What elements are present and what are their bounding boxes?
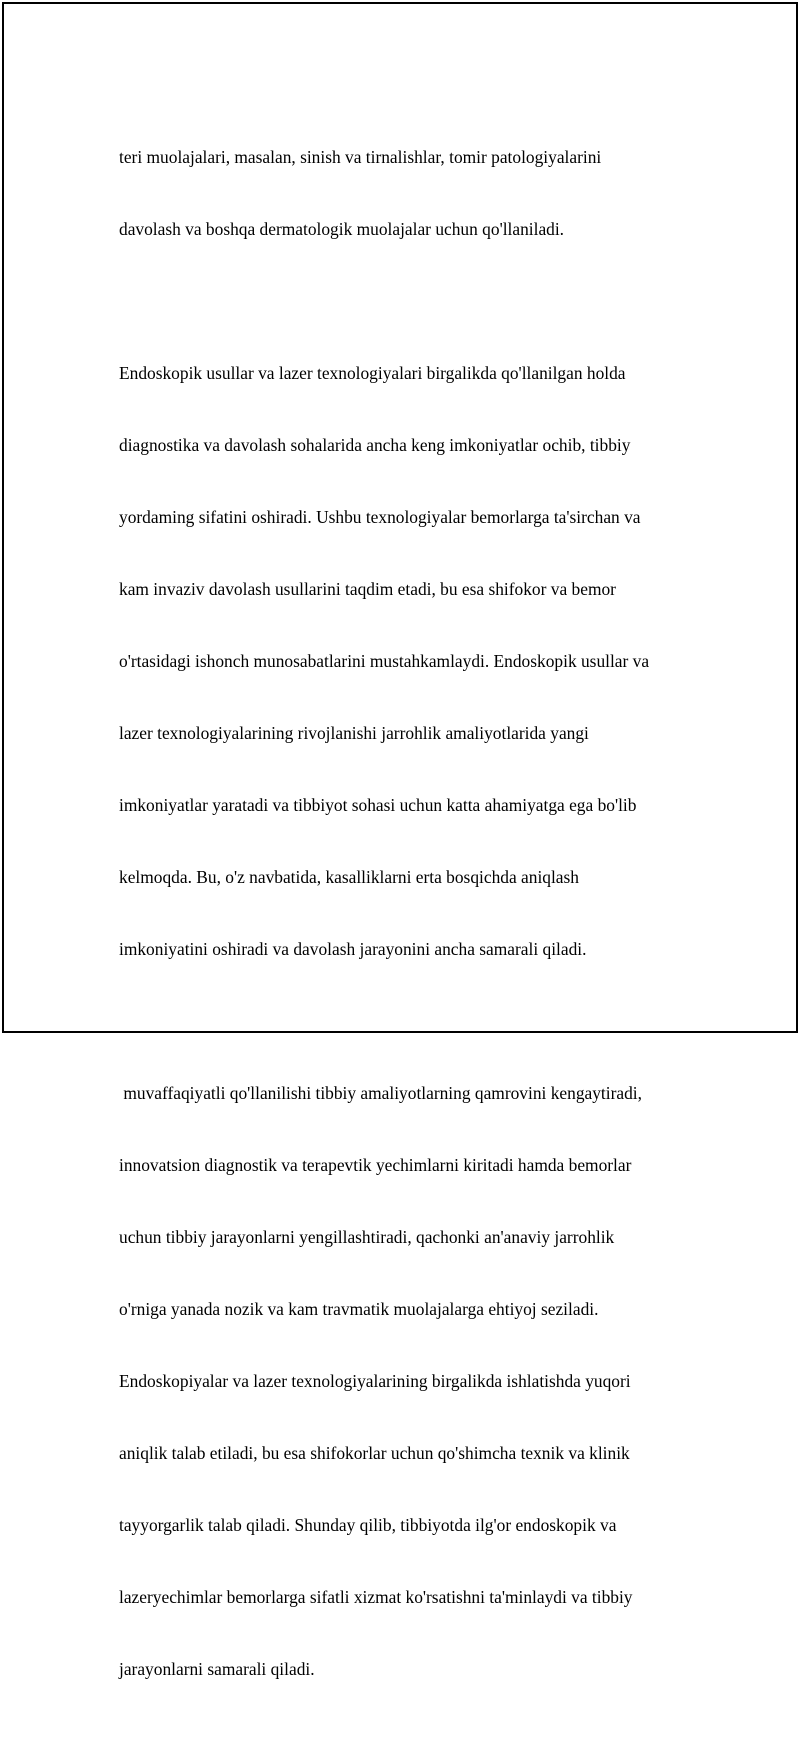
text-line: kam invaziv davolash usullarini taqdim etadi, bu esa shifokor va bemor bbox=[119, 579, 616, 599]
text-line: imkoniyatlar yaratadi va tibbiyot sohasi uchun katta ahamiyatga ega bo'lib bbox=[119, 795, 637, 815]
document-body bbox=[119, 97, 679, 1753]
text-line: jarayonlarni samarali qiladi. bbox=[119, 1659, 315, 1679]
document-page bbox=[2, 2, 798, 1679]
text-line: teri muolajalari, masalan, sinish va tirnalishlar, tomir patologiyalarini bbox=[119, 147, 602, 167]
text-line: kelmoqda. Bu, o'z navbatida, kasalliklarni erta bosqichda aniqlash bbox=[119, 867, 579, 887]
text-line: muvaffaqiyatli qo'llanilishi tibbiy amaliyotlarning qamrovini kengaytiradi, bbox=[119, 1083, 642, 1103]
text-line: Endoskopiyalar va lazer texnologiyalarining birgalikda ishlatishda yuqori bbox=[119, 1371, 631, 1391]
text-line: Endoskopik usullar va lazer texnologiyalari birgalikda qo'llanilgan holda bbox=[119, 363, 626, 383]
paragraph-2 bbox=[119, 313, 679, 1009]
text-line: diagnostika va davolash sohalarida ancha keng imkoniyatlar ochib, tibbiy bbox=[119, 435, 631, 455]
paragraph-1 bbox=[119, 97, 679, 289]
text-line: lazeryechimlar bemorlarga sifatli xizmat ko'rsatishni ta'minlaydi va tibbiy bbox=[119, 1587, 633, 1607]
text-line: davolash va boshqa dermatologik muolajalar uchun qo'llaniladi. bbox=[119, 219, 565, 239]
text-line: imkoniyatini oshiradi va davolash jarayonini ancha samarali qiladi. bbox=[119, 939, 587, 959]
text-line: yordaming sifatini oshiradi. Ushbu texnologiyalar bemorlarga ta'sirchan va bbox=[119, 507, 641, 527]
text-line: lazer texnologiyalarining rivojlanishi jarrohlik amaliyotlarida yangi bbox=[119, 723, 589, 743]
text-line: tayyorgarlik talab qiladi. Shunday qilib, tibbiyotda ilg'or endoskopik va bbox=[119, 1515, 617, 1535]
paragraph-3 bbox=[119, 1033, 679, 1729]
text-line: uchun tibbiy jarayonlarni yengillashtiradi, qachonki an'anaviy jarrohlik bbox=[119, 1227, 615, 1247]
text-line: aniqlik talab etiladi, bu esa shifokorlar uchun qo'shimcha texnik va klinik bbox=[119, 1443, 630, 1463]
text-line: o'rniga yanada nozik va kam travmatik muolajalarga ehtiyoj seziladi. bbox=[119, 1299, 599, 1319]
text-line: innovatsion diagnostik va terapevtik yechimlarni kiritadi hamda bemorlar bbox=[119, 1155, 632, 1175]
text-line: o'rtasidagi ishonch munosabatlarini mustahkamlaydi. Endoskopik usullar va bbox=[119, 651, 650, 671]
